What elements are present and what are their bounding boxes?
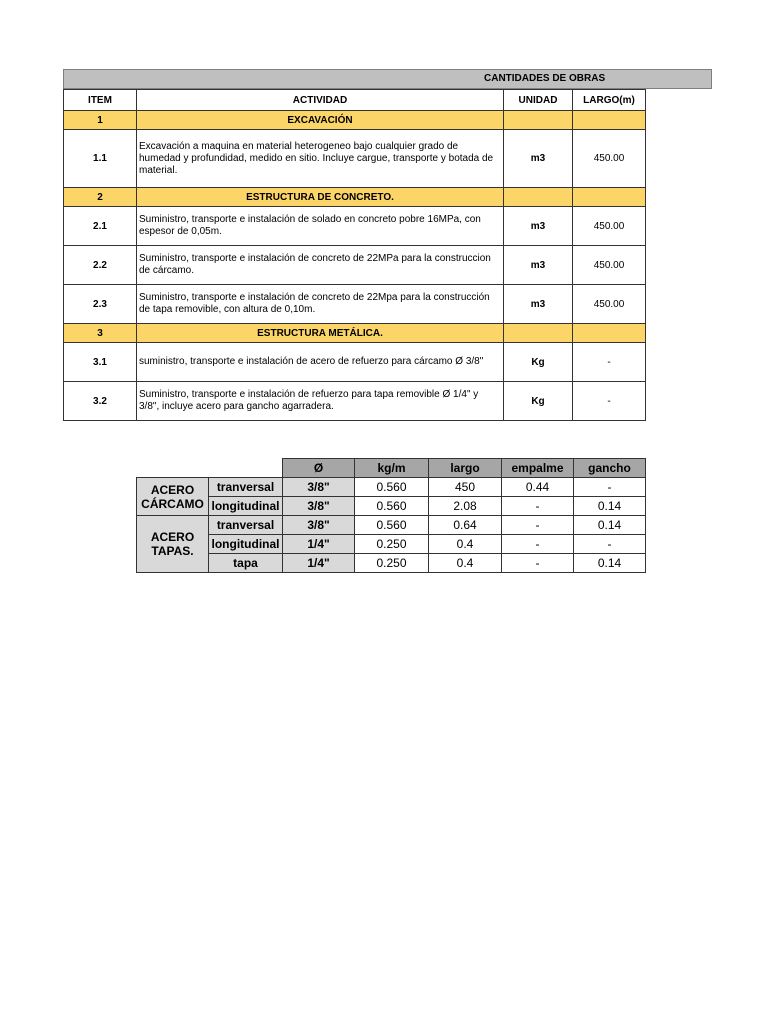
steel-empalme: - (502, 497, 574, 516)
section-name: ESTRUCTURA DE CONCRETO. (137, 188, 504, 207)
steel-gancho: 0.14 (574, 516, 646, 535)
item-num: 1.1 (64, 130, 137, 188)
header-largo: largo (429, 459, 502, 478)
section-row-concreto (64, 188, 646, 207)
steel-type: tranversal (209, 478, 283, 497)
steel-diameter: 1/4" (283, 535, 355, 554)
header-unidad: UNIDAD (504, 90, 573, 111)
steel-largo: 2.08 (429, 497, 502, 516)
steel-type: tapa (209, 554, 283, 573)
item-num: 2.1 (64, 207, 137, 246)
section-blank (573, 188, 646, 207)
item-unit: m3 (504, 246, 573, 285)
steel-row (137, 478, 646, 497)
item-num: 2.2 (64, 246, 137, 285)
item-desc: Suministro, transporte e instalación de refuerzo para tapa removible Ø 1/4" y 3/8", incluye acero para gancho agarradera. (137, 382, 504, 421)
item-num: 3.2 (64, 382, 137, 421)
section-blank (573, 324, 646, 343)
item-unit: m3 (504, 130, 573, 188)
item-unit: Kg (504, 343, 573, 382)
header-actividad: ACTIVIDAD (137, 90, 504, 111)
group-acero-carcamo: ACERO CÁRCAMO (137, 478, 209, 516)
steel-empalme: - (502, 516, 574, 535)
item-desc: Suministro, transporte e instalación de concreto de 22MPa para la construccion de cárcamo. (137, 246, 504, 285)
item-num: 3.1 (64, 343, 137, 382)
section-name: EXCAVACIÓN (137, 111, 504, 130)
steel-type: longitudinal (209, 497, 283, 516)
header-largo: LARGO(m) (573, 90, 646, 111)
steel-row (137, 554, 646, 573)
steel-gancho: - (574, 478, 646, 497)
steel-type: tranversal (209, 516, 283, 535)
section-blank (504, 324, 573, 343)
steel-largo: 0.64 (429, 516, 502, 535)
steel-largo: 450 (429, 478, 502, 497)
steel-largo: 0.4 (429, 554, 502, 573)
steel-gancho: 0.14 (574, 497, 646, 516)
title-banner (63, 69, 712, 89)
page-title: CANTIDADES DE OBRAS (484, 73, 606, 84)
section-blank (504, 188, 573, 207)
table-row (64, 207, 646, 246)
steel-empalme: - (502, 535, 574, 554)
item-num: 2.3 (64, 285, 137, 324)
steel-table (136, 458, 646, 573)
steel-header-row (137, 459, 646, 478)
section-blank (573, 111, 646, 130)
item-desc: Suministro, transporte e instalación de solado en concreto pobre 16MPa, con espesor de 0,05m. (137, 207, 504, 246)
steel-row (137, 535, 646, 554)
header-kgm: kg/m (355, 459, 429, 478)
item-qty: - (573, 382, 646, 421)
header-diameter: Ø (283, 459, 355, 478)
table-row (64, 246, 646, 285)
item-qty: - (573, 343, 646, 382)
table-row (64, 130, 646, 188)
steel-empalme: 0.44 (502, 478, 574, 497)
section-num: 1 (64, 111, 137, 130)
steel-gancho: 0.14 (574, 554, 646, 573)
item-unit: Kg (504, 382, 573, 421)
steel-type: longitudinal (209, 535, 283, 554)
table-row (64, 285, 646, 324)
item-unit: m3 (504, 285, 573, 324)
steel-diameter: 3/8" (283, 516, 355, 535)
group-acero-tapas: ACERO TAPAS. (137, 516, 209, 573)
quantities-table (63, 89, 646, 421)
table-row (64, 382, 646, 421)
item-qty: 450.00 (573, 207, 646, 246)
steel-row (137, 497, 646, 516)
steel-kgm: 0.560 (355, 478, 429, 497)
steel-row (137, 516, 646, 535)
steel-diameter: 3/8" (283, 497, 355, 516)
section-num: 3 (64, 324, 137, 343)
header-gancho: gancho (574, 459, 646, 478)
item-qty: 450.00 (573, 285, 646, 324)
item-qty: 450.00 (573, 130, 646, 188)
header-empalme: empalme (502, 459, 574, 478)
steel-empalme: - (502, 554, 574, 573)
section-num: 2 (64, 188, 137, 207)
item-desc: Excavación a maquina en material heterogeneo bajo cualquier grado de humedad y profundidad, medido en sitio. Incluye cargue, transporte y botada de material. (137, 130, 504, 188)
steel-diameter: 1/4" (283, 554, 355, 573)
steel-gancho: - (574, 535, 646, 554)
item-qty: 450.00 (573, 246, 646, 285)
section-row-metalica (64, 324, 646, 343)
header-item: ITEM (64, 90, 137, 111)
section-blank (504, 111, 573, 130)
steel-diameter: 3/8" (283, 478, 355, 497)
item-unit: m3 (504, 207, 573, 246)
steel-kgm: 0.250 (355, 535, 429, 554)
steel-kgm: 0.560 (355, 516, 429, 535)
section-row-excavacion (64, 111, 646, 130)
item-desc: suministro, transporte e instalación de acero de refuerzo para cárcamo Ø 3/8" (137, 343, 504, 382)
steel-kgm: 0.250 (355, 554, 429, 573)
steel-largo: 0.4 (429, 535, 502, 554)
table-row (64, 343, 646, 382)
item-desc: Suministro, transporte e instalación de concreto de 22Mpa para la construcción de tapa removible, con altura de 0,10m. (137, 285, 504, 324)
table-header-row (64, 90, 646, 111)
steel-kgm: 0.560 (355, 497, 429, 516)
section-name: ESTRUCTURA METÁLICA. (137, 324, 504, 343)
